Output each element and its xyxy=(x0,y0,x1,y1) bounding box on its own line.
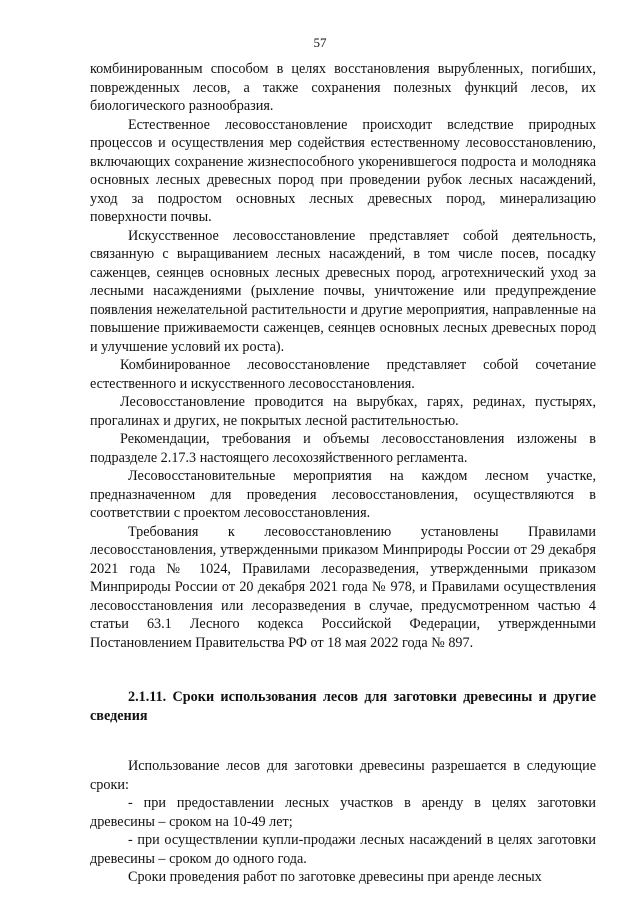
spacer xyxy=(90,725,596,757)
paragraph: Сроки проведения работ по заготовке древесины при аренде лесных xyxy=(128,869,542,885)
paragraph: комбинированным способом в целях восстановления вырубленных, погибших, поврежденных лесов, а также сохранения полезных функций лесов, их биологического разнообразия. xyxy=(90,61,596,114)
paragraph: Искусственное лесовосстановление представляет собой деятельность, связанную с выращиванием лесных насаждений, в том числе посев, посадку саженцев, сеянцев основных лесных древесных пород, агротехнический уход за лесными насаждениями (рыхление почвы, уничтожение или предупреждение появления нежелательной растительности и другие мероприятия, направленные на повышение приживаемости саженцев, сеянцев основных лесных древесных пород и улучшение условий их роста). xyxy=(90,227,596,355)
document-body xyxy=(90,60,596,887)
paragraph: Лесовосстановительные мероприятия на каждом лесном участке, предназначенном для проведения лесовосстановления, осуществляются в соответствии с проектом лесовосстановления. xyxy=(90,468,596,521)
paragraph: Требования к лесовосстановлению установлены Правилами лесовосстановления, утвержденными приказом Минприроды России от 29 декабря 2021 года № 1024, Правилами лесоразведения, утвержденными приказом Минприроды России от 20 декабря 2021 года № 978, и Правилами осуществления лесовосстановления или лесоразведения в случае, предусмотренном частью 4 статьи 63.1 Лесного кодекса Российской Федерации, утвержденными Постановлением Правительства РФ от 18 мая 2022 года № 897. xyxy=(90,523,596,651)
page-number: 57 xyxy=(313,35,327,50)
paragraph: Комбинированное лесовосстановление представляет собой сочетание естественного и искусственного лесовосстановления. xyxy=(90,357,596,392)
section-heading: 2.1.11. Сроки использования лесов для заготовки древесины и другие сведения xyxy=(90,689,596,724)
list-item: - при осуществлении купли-продажи лесных насаждений в целях заготовки древесины – сроком до одного года. xyxy=(90,832,596,867)
paragraph: Естественное лесовосстановление происходит вследствие природных процессов и осуществления мер содействия естественному лесовосстановлению, включающих сохранение жизнеспособного укоренившегося подроста и молодняка основных лесных древесных пород при проведении рубок лесных насаждений, уход за подростом основных лесных древесных пород, минерализацию поверхности почвы. xyxy=(90,116,596,225)
list-item: - при предоставлении лесных участков в аренду в целях заготовки древесины – сроком на 10-49 лет; xyxy=(90,795,596,830)
paragraph: Лесовосстановление проводится на вырубках, гарях, рединах, пустырях, прогалинах и других, не покрытых лесной растительностью. xyxy=(90,394,596,429)
paragraph: Рекомендации, требования и объемы лесовосстановления изложены в подразделе 2.17.3 настоящего лесохозяйственного регламента. xyxy=(90,431,596,466)
paragraph: Использование лесов для заготовки древесины разрешается в следующие сроки: xyxy=(90,758,596,793)
